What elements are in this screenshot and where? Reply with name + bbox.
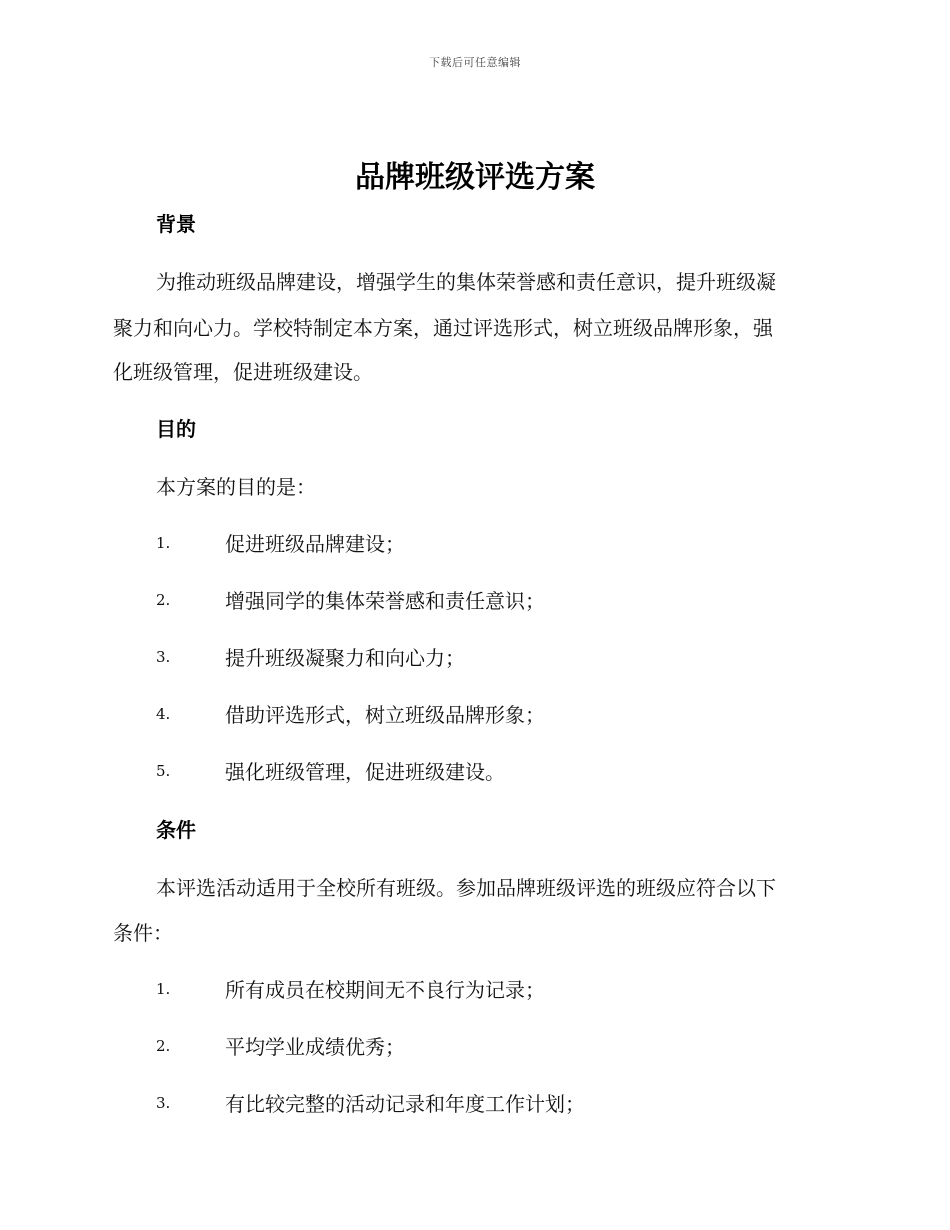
section-heading-conditions: 条件: [156, 818, 196, 842]
list-item-text: 平均学业成绩优秀；: [225, 1035, 405, 1059]
background-paragraph-line: 为推动班级品牌建设，增强学生的集体荣誉感和责任意识，提升班级凝: [156, 270, 776, 294]
background-paragraph-line: 化班级管理，促进班级建设。: [113, 360, 373, 384]
list-item-text: 提升班级凝聚力和向心力；: [225, 646, 465, 670]
list-item-number: 1.: [156, 980, 171, 998]
section-heading-purpose: 目的: [156, 417, 196, 441]
section-heading-background: 背景: [156, 212, 196, 236]
list-item-number: 4.: [156, 705, 171, 723]
document-title: 品牌班级评选方案: [355, 160, 595, 195]
list-item-number: 2.: [156, 1037, 171, 1055]
list-item-text: 借助评选形式，树立班级品牌形象；: [225, 703, 545, 727]
list-item-number: 3.: [156, 648, 171, 666]
list-item-number: 2.: [156, 591, 171, 609]
list-item-number: 1.: [156, 534, 171, 552]
conditions-paragraph-line: 条件：: [113, 921, 173, 945]
list-item-number: 5.: [156, 762, 171, 780]
list-item-text: 促进班级品牌建设；: [225, 532, 405, 556]
list-item-text: 所有成员在校期间无不良行为记录；: [225, 978, 545, 1002]
background-paragraph-line: 聚力和向心力。学校特制定本方案，通过评选形式，树立班级品牌形象，强: [113, 316, 773, 340]
purpose-intro: 本方案的目的是：: [156, 475, 316, 499]
header-note: 下载后可任意编辑: [429, 56, 521, 69]
list-item-text: 增强同学的集体荣誉感和责任意识；: [225, 589, 545, 613]
conditions-paragraph-line: 本评选活动适用于全校所有班级。参加品牌班级评选的班级应符合以下: [156, 876, 776, 900]
list-item-text: 有比较完整的活动记录和年度工作计划；: [225, 1092, 585, 1116]
list-item-number: 3.: [156, 1094, 171, 1112]
list-item-text: 强化班级管理，促进班级建设。: [225, 760, 505, 784]
